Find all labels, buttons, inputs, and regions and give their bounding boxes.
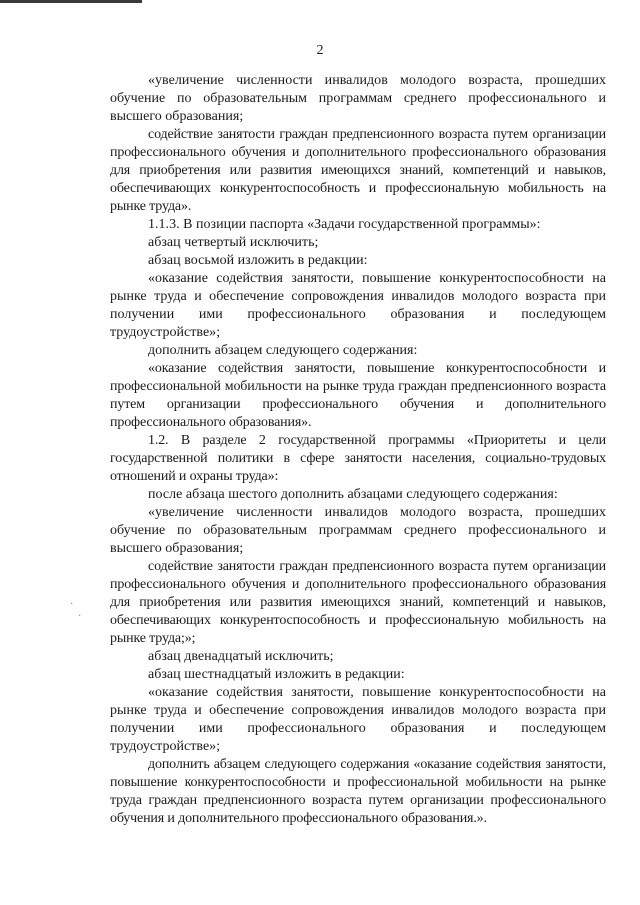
scan-artifact-mark: · xyxy=(70,599,74,610)
paragraph-8: «оказание содействия занятости, повышение конкурентоспособности и профессиональной мобильности на рынке труда граждан предпенсионного возраста путем организации профессионального обучения и дополнительного профессионального образования». xyxy=(110,361,606,430)
paragraph-4: абзац четвертый исключить; xyxy=(148,235,319,250)
paragraph-1: «увеличение численности инвалидов молодого возраста, прошедших обучение по образовательным программам среднего профессионального и высшего образования; xyxy=(110,73,606,124)
scan-artifact-mark: · xyxy=(78,611,82,622)
paragraph-15: «оказание содействия занятости, повышение конкурентоспособности на рынке труда и обеспечение сопровождения инвалидов молодого возраста при получении ими профессионального образования и последующем трудоустройстве»; xyxy=(110,685,606,754)
paragraph-6: «оказание содействия занятости, повышение конкурентоспособности на рынке труда и обеспечение сопровождения инвалидов молодого возраста при получении ими профессионального образования и последующем трудоустройстве»; xyxy=(110,271,606,340)
paragraph-9: 1.2. В разделе 2 государственной программы «Приоритеты и цели государственной политики в сфере занятости населения, социально-трудовых отношений и охраны труда»: xyxy=(110,433,606,484)
paragraph-13: абзац двенадцатый исключить; xyxy=(148,649,334,664)
top-edge-rule xyxy=(0,0,142,3)
page-number: 2 xyxy=(316,43,324,58)
document-body xyxy=(110,72,606,828)
paragraph-10: после абзаца шестого дополнить абзацами следующего содержания: xyxy=(148,487,558,502)
paragraph-12: содействие занятости граждан предпенсионного возраста путем организации профессионального обучения и дополнительного профессионального образования для приобретения или развития имеющихся знаний, компетенций и навыков, обеспечивающих конкурентоспособность и профессиональную мобильность на рынке труда;»; xyxy=(110,559,606,646)
paragraph-14: абзац шестнадцатый изложить в редакции: xyxy=(148,667,405,682)
paragraph-11: «увеличение численности инвалидов молодого возраста, прошедших обучение по образовательным программам среднего профессионального и высшего образования; xyxy=(110,505,606,556)
paragraph-7: дополнить абзацем следующего содержания: xyxy=(148,343,418,358)
paragraph-3: 1.1.3. В позиции паспорта «Задачи государственной программы»: xyxy=(148,217,541,232)
paragraph-2: содействие занятости граждан предпенсионного возраста путем организации профессионального обучения и дополнительного профессионального образования для приобретения или развития имеющихся знаний, компетенций и навыков, обеспечивающих конкурентоспособность и профессиональную мобильность на рынке труда». xyxy=(110,127,606,214)
paragraph-16: дополнить абзацем следующего содержания «оказание содействия занятости, повышение конкурентоспособности и профессиональной мобильности на рынке труда граждан предпенсионного возраста путем организации профессионального обучения и дополнительного профессионального образования.». xyxy=(110,757,606,826)
paragraph-5: абзац восьмой изложить в редакции: xyxy=(148,253,368,268)
